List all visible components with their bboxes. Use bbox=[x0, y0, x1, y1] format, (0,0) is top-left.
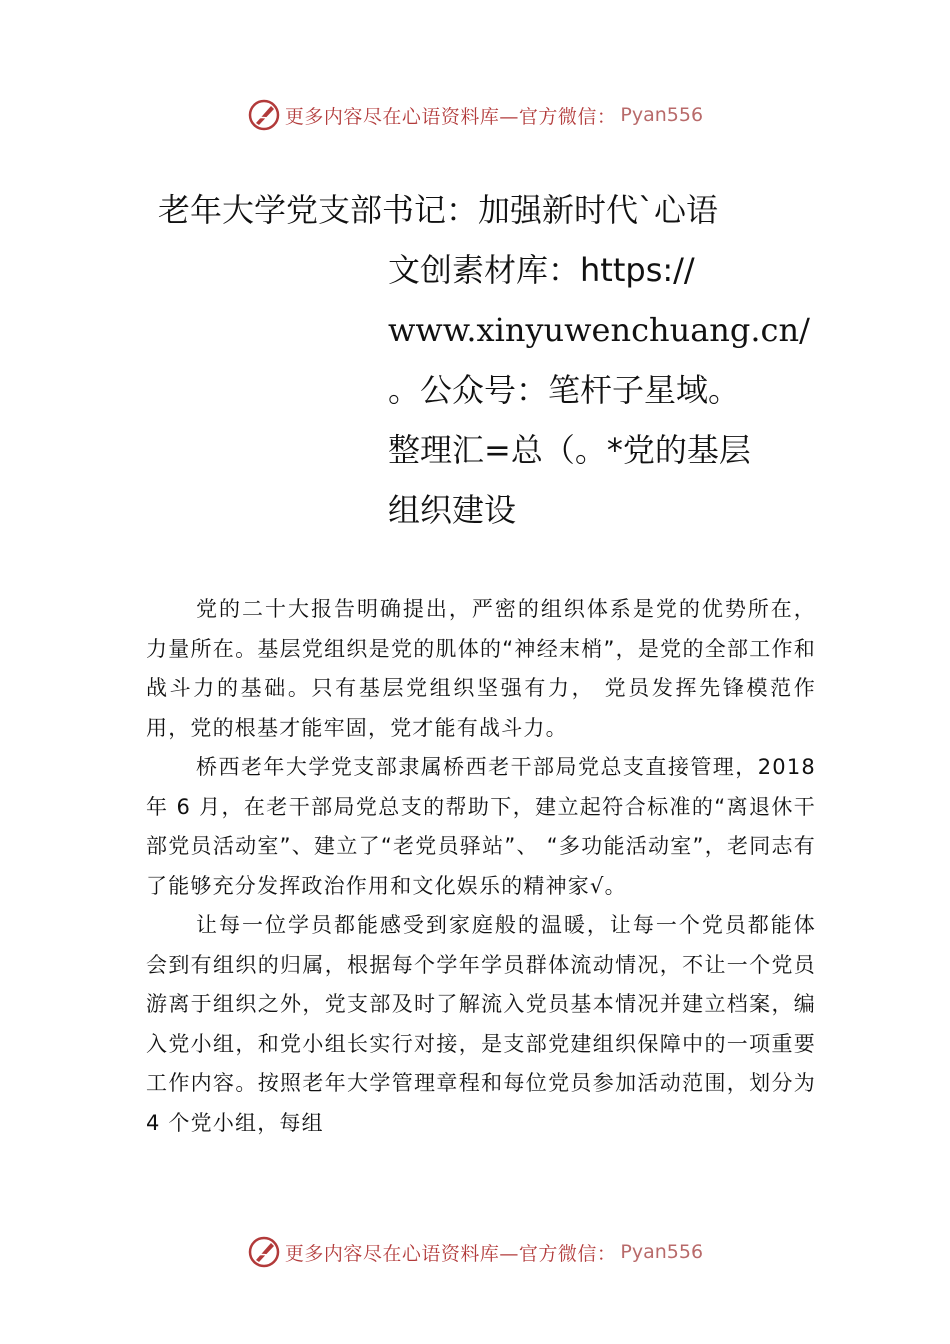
body-paragraph: 让每一位学员都能感受到家庭般的温暖，让每一个党员都能体会到有组织的归属，根据每个学年学员群体流动情况，不让一个党员游离于组织之外，党支部及时了解流入党员基本情况并建立档案，编入党小组，和党小组长实行对接，是支部党建组织保障中的一项重要工作内容。按照老年大学管理章程和每位党员参加活动范围，划分为 4 个党小组，每组 bbox=[146, 913, 816, 1135]
watermark-text: 更多内容尽在心语资料库—官方微信： bbox=[284, 1242, 617, 1265]
title-line: 整理汇=总（。*党的基层 bbox=[388, 431, 751, 469]
body-paragraph: 桥西老年大学党支部隶属桥西老干部局党总支直接管理，2018 年 6 月，在老干部局党总支的帮助下，建立起符合标准的“离退休干部党员活动室”、建立了“老党员驿站”、 “多功能活动室”，老同志有了能够充分发挥政治作用和文化娱乐的精神家√。 bbox=[146, 755, 816, 898]
watermark-wechat-id: Pyan556 bbox=[620, 104, 704, 126]
title-line: 组织建设 bbox=[388, 491, 517, 529]
title-line: 老年大学党支部书记：加强新时代`心语 bbox=[158, 191, 719, 229]
document-title bbox=[158, 180, 810, 540]
document-body bbox=[146, 590, 816, 1143]
header-watermark bbox=[0, 95, 950, 135]
watermark-text: 更多内容尽在心语资料库—官方微信： bbox=[284, 105, 617, 128]
body-paragraph: 党的二十大报告明确提出，严密的组织体系是党的优势所在，力量所在。基层党组织是党的肌体的“神经末梢”，是党的全部工作和战斗力的基础。只有基层党组织坚强有力， 党员发挥先锋模范作用，党的根基才能牢固，党才能有战斗力。 bbox=[146, 597, 816, 740]
title-line: www.xinyuwenchuang.cn/ bbox=[388, 311, 810, 349]
footer-watermark bbox=[0, 1232, 950, 1272]
watermark-wechat-id: Pyan556 bbox=[620, 1241, 704, 1263]
title-line: 。公众号：笔杆子星域。 bbox=[388, 371, 741, 409]
title-line: 文创素材库：https:// bbox=[388, 251, 695, 289]
pen-logo-icon bbox=[247, 98, 281, 132]
pen-logo-icon bbox=[247, 1235, 281, 1269]
